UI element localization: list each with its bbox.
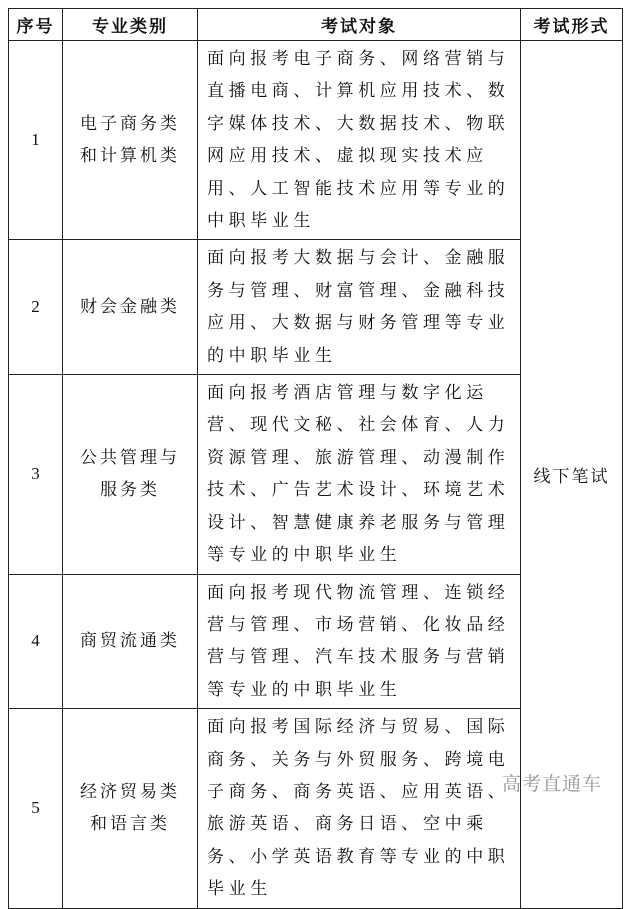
exam-form-cell: 线下笔试 xyxy=(521,41,623,909)
category-line: 和语言类 xyxy=(90,814,170,835)
row-index: 1 xyxy=(9,41,63,240)
row-target: 面向报考酒店管理与数字化运营、现代文秘、社会体育、人力资源管理、旅游管理、动漫制作技术、广告艺术设计、环境艺术设计、智慧健康养老服务与管理等专业的中职毕业生 xyxy=(198,375,521,574)
category-line: 财会金融类 xyxy=(80,297,180,318)
row-index: 3 xyxy=(9,375,63,574)
row-category xyxy=(63,240,198,375)
category-line: 电子商务类 xyxy=(80,114,180,135)
header-row xyxy=(9,9,623,41)
watermark: 高考直通车 xyxy=(501,773,602,795)
row-index: 4 xyxy=(9,574,63,709)
row-index: 2 xyxy=(9,240,63,375)
header-exam-form: 考试形式 xyxy=(521,9,623,41)
row-target: 面向报考国际经济与贸易、国际商务、关务与外贸服务、跨境电子商务、商务英语、应用英语、旅游英语、商务日语、空中乘务、小学英语教育等专业的中职毕业生 xyxy=(198,709,521,908)
row-target: 面向报考现代物流管理、连锁经营与管理、市场营销、化妆品经营与管理、汽车技术服务与营销等专业的中职毕业生 xyxy=(198,574,521,709)
row-target: 面向报考大数据与会计、金融服务与管理、财富管理、金融科技应用、大数据与财务管理等专业的中职毕业生 xyxy=(198,240,521,375)
category-line: 经济贸易类 xyxy=(80,782,180,803)
row-category xyxy=(63,709,198,908)
row-target: 面向报考电子商务、网络营销与直播电商、计算机应用技术、数字媒体技术、大数据技术、物联网应用技术、虚拟现实技术应用、人工智能技术应用等专业的中职毕业生 xyxy=(198,41,521,240)
table-row xyxy=(9,41,623,240)
row-category xyxy=(63,375,198,574)
category-line: 和计算机类 xyxy=(80,146,180,167)
row-index: 5 xyxy=(9,709,63,908)
row-category xyxy=(63,41,198,240)
row-category xyxy=(63,574,198,709)
header-index: 序号 xyxy=(9,9,63,41)
header-category: 专业类别 xyxy=(63,9,198,41)
header-target: 考试对象 xyxy=(198,9,521,41)
category-line: 服务类 xyxy=(100,480,160,501)
category-line: 公共管理与 xyxy=(80,448,180,469)
category-line: 商贸流通类 xyxy=(80,631,180,652)
